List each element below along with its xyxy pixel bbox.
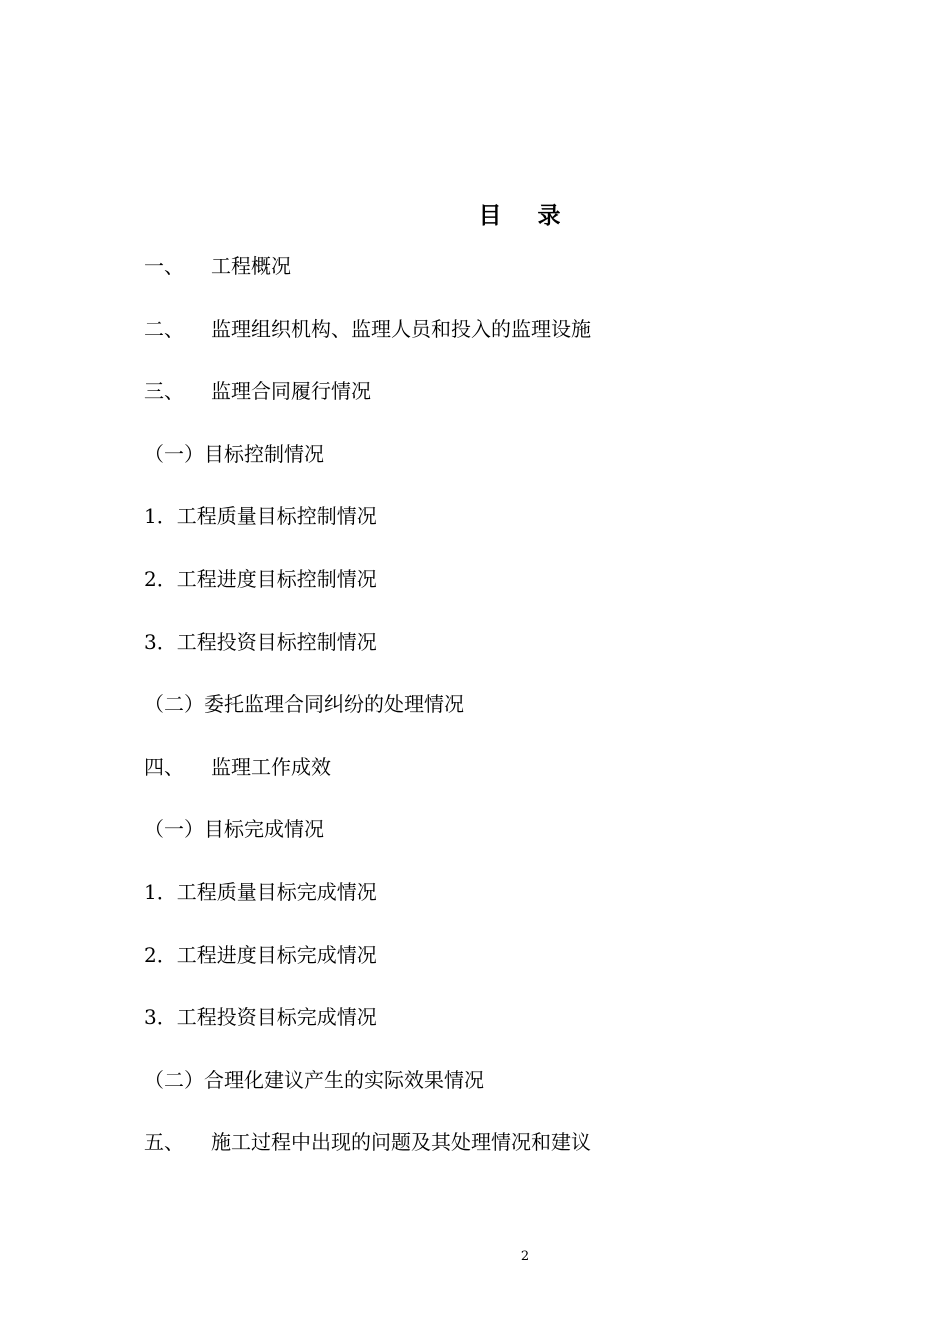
- toc-entry: [144, 1061, 844, 1124]
- toc-entry-text: 合理化建议产生的实际效果情况: [204, 1067, 484, 1092]
- toc-entry-number: 3．: [144, 1005, 177, 1030]
- toc-entry: [144, 247, 844, 310]
- toc-title: 目 录: [478, 202, 575, 229]
- toc-entry-text: 工程概况: [211, 254, 291, 278]
- toc-entry-number: （二）: [144, 1067, 204, 1092]
- toc-entry: [144, 810, 844, 873]
- toc-entry-text: 监理组织机构、监理人员和投入的监理设施: [211, 316, 591, 341]
- toc-entry-text: 工程质量目标完成情况: [176, 879, 377, 904]
- toc-entry: [144, 497, 844, 560]
- toc-entry: [144, 1123, 844, 1186]
- toc-entry-text: 委托监理合同纠纷的处理情况: [204, 692, 464, 717]
- toc-entry: [144, 623, 844, 686]
- toc-entry: [144, 372, 844, 435]
- toc-entry-number: 一、: [144, 254, 184, 278]
- toc-entry-number: 五、: [144, 1130, 184, 1155]
- toc-entry-text: 目标控制情况: [204, 441, 324, 466]
- toc-entry-number: 1．: [144, 504, 177, 529]
- toc-entry-text: 工程进度目标控制情况: [176, 566, 377, 591]
- toc-entry-number: 2．: [144, 566, 177, 591]
- toc-entry: [144, 936, 844, 999]
- toc-entry-number: （一）: [144, 441, 204, 466]
- toc-entry: [144, 748, 844, 811]
- toc-entry-text: 监理合同履行情况: [211, 379, 371, 404]
- toc-entry-number: 二、: [144, 316, 184, 341]
- toc-entry-text: 监理工作成效: [211, 754, 331, 779]
- toc-entry: [144, 310, 844, 373]
- toc-entry-text: 目标完成情况: [204, 817, 324, 842]
- toc-entry: [144, 873, 844, 936]
- toc-entry-text: 施工过程中出现的问题及其处理情况和建议: [211, 1130, 591, 1155]
- toc-entry-text: 工程投资目标控制情况: [176, 629, 377, 654]
- toc-list: [144, 247, 844, 1186]
- page-number: 2: [520, 1249, 530, 1264]
- toc-entry: [144, 435, 844, 498]
- toc-entry-text: 工程进度目标完成情况: [176, 942, 377, 967]
- toc-entry-number: 2．: [144, 942, 177, 967]
- toc-entry: [144, 685, 844, 748]
- toc-entry: [144, 560, 844, 623]
- toc-entry-number: （二）: [144, 692, 204, 717]
- toc-entry-number: 四、: [144, 754, 184, 779]
- toc-entry-text: 工程投资目标完成情况: [176, 1005, 377, 1030]
- toc-entry: [144, 998, 844, 1061]
- toc-entry-number: 1．: [144, 879, 177, 904]
- toc-entry-number: 3．: [144, 629, 177, 654]
- toc-entry-text: 工程质量目标控制情况: [176, 504, 377, 529]
- toc-entry-number: （一）: [144, 817, 204, 842]
- toc-entry-number: 三、: [144, 379, 184, 404]
